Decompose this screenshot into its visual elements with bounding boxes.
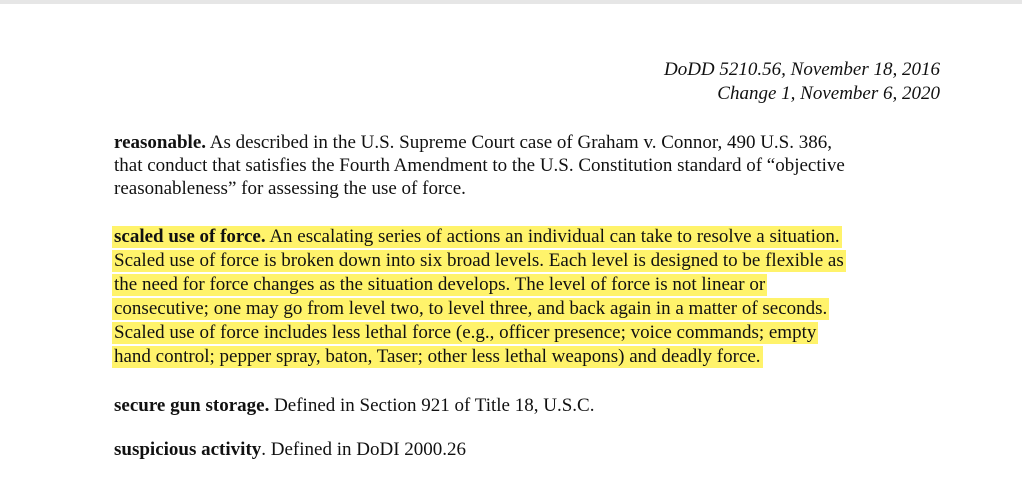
change-citation: Change 1, November 6, 2020 [717, 83, 940, 104]
definition-text: . Defined in DoDI 2000.26 [261, 439, 467, 460]
page-header [664, 58, 940, 106]
definition-line [114, 131, 944, 154]
definition-scaled-use-of-force [114, 225, 944, 369]
highlighted-text [112, 226, 842, 248]
definition-line [114, 394, 944, 417]
definition-line: that conduct that satisfies the Fourth Amendment to the U.S. Constitution standard of “objective [114, 155, 845, 176]
definition-reasonable [114, 131, 944, 200]
definition-line [114, 225, 944, 248]
definition-text: As described in the U.S. Supreme Court case of Graham v. Connor, 490 U.S. 386, [206, 132, 832, 153]
definition-line: reasonableness” for assessing the use of force. [114, 178, 466, 199]
top-border [0, 0, 1022, 4]
definition-suspicious-activity [114, 438, 944, 461]
highlighted-text: consecutive; one may go from level two, to level three, and back again in a matter of seconds. [114, 298, 828, 319]
definition-term: suspicious activity [114, 439, 262, 460]
definition-line [114, 249, 944, 272]
highlighted-text: Scaled use of force includes less lethal force (e.g., officer presence; voice commands; empty [114, 322, 817, 343]
definition-line [114, 321, 944, 344]
definition-line [114, 438, 944, 461]
definition-secure-gun-storage [114, 394, 944, 417]
definition-term: scaled use of force. [114, 226, 266, 247]
directive-citation: DoDD 5210.56, November 18, 2016 [663, 59, 940, 80]
highlighted-text: Scaled use of force is broken down into six broad levels. Each level is designed to be flexible as [114, 250, 844, 271]
highlighted-text: hand control; pepper spray, baton, Taser; other less lethal weapons) and deadly force. [114, 346, 761, 367]
definition-text: An escalating series of actions an individual can take to resolve a situation. [265, 226, 840, 247]
definition-line [114, 273, 944, 296]
definition-term: reasonable. [114, 132, 207, 153]
definition-line [114, 345, 944, 368]
definition-line [114, 297, 944, 320]
definition-text: Defined in Section 921 of Title 18, U.S.C. [269, 395, 595, 416]
definition-term: secure gun storage. [114, 395, 270, 416]
highlighted-text: the need for force changes as the situation develops. The level of force is not linear or [114, 274, 766, 295]
